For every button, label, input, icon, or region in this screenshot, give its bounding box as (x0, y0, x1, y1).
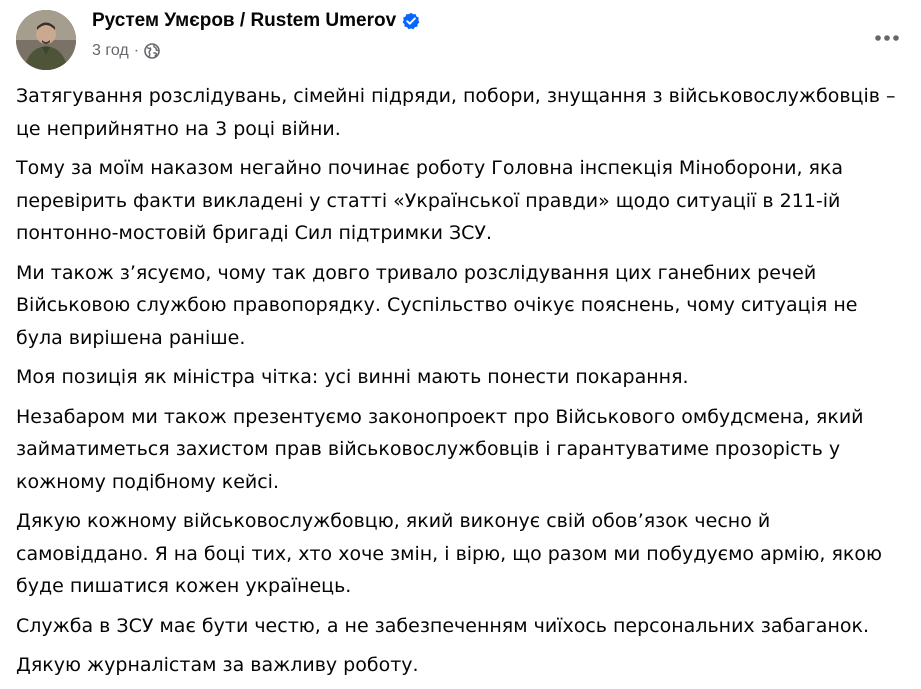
avatar-icon (16, 10, 76, 70)
avatar[interactable] (16, 10, 76, 70)
verified-badge-icon (402, 12, 420, 30)
post-paragraph: Дякую журналістам за важливу роботу. (16, 654, 419, 676)
post-body (16, 80, 905, 689)
author-name[interactable]: Рустем Умєров / Rustem Umerov (92, 10, 397, 31)
more-options-button[interactable] (869, 20, 905, 56)
meta-separator: · (133, 42, 140, 59)
more-options-icon (874, 34, 900, 42)
post-timestamp[interactable]: 3 год (92, 42, 129, 59)
post-paragraph: Моя позиція як міністра чітка: усі винні мають понести покарання. (16, 366, 689, 388)
post-meta (92, 42, 420, 60)
post-paragraph: Ми також з’ясуємо, чому так довго тривало розслідування цих ганебних речей Військовою службою правопорядку. Суспільство очікує пояснень, чому ситуація не була вирішена раніше. (16, 261, 858, 349)
post-paragraph: Незабаром ми також презентуємо законопроект про Військового омбудсмена, який займатиметься захистом прав військовослужбовців і гарантуватиме прозорість у кожному подібному кейсі. (16, 405, 864, 493)
author-block (92, 8, 420, 60)
author-row (92, 8, 420, 34)
globe-icon[interactable] (144, 43, 160, 59)
post-header (16, 6, 905, 72)
post-paragraph: Затягування розслідувань, сімейні підряди, побори, знущання з військовослужбовців – це неприйнятно на 3 році війни. (16, 85, 896, 140)
post-paragraph: Тому за моїм наказом негайно починає роботу Головна інспекція Міноборони, яка перевірить факти викладені у статті «Української правди» щодо ситуації в 211-ій понтонно-мостовій бригаді Сил підтримки ЗСУ. (16, 157, 844, 244)
post-paragraph: Служба в ЗСУ має бути честю, а не забезпеченням чиїхось персональних забаганок. (16, 614, 870, 637)
post-paragraph: Дякую кожному військовослужбовцю, який виконує свій обов’язок чесно й самовіддано. Я на боці тих, хто хоче змін, і вірю, що разом ми побудуємо армію, якою буде пишатися кожен українець. (16, 510, 883, 597)
